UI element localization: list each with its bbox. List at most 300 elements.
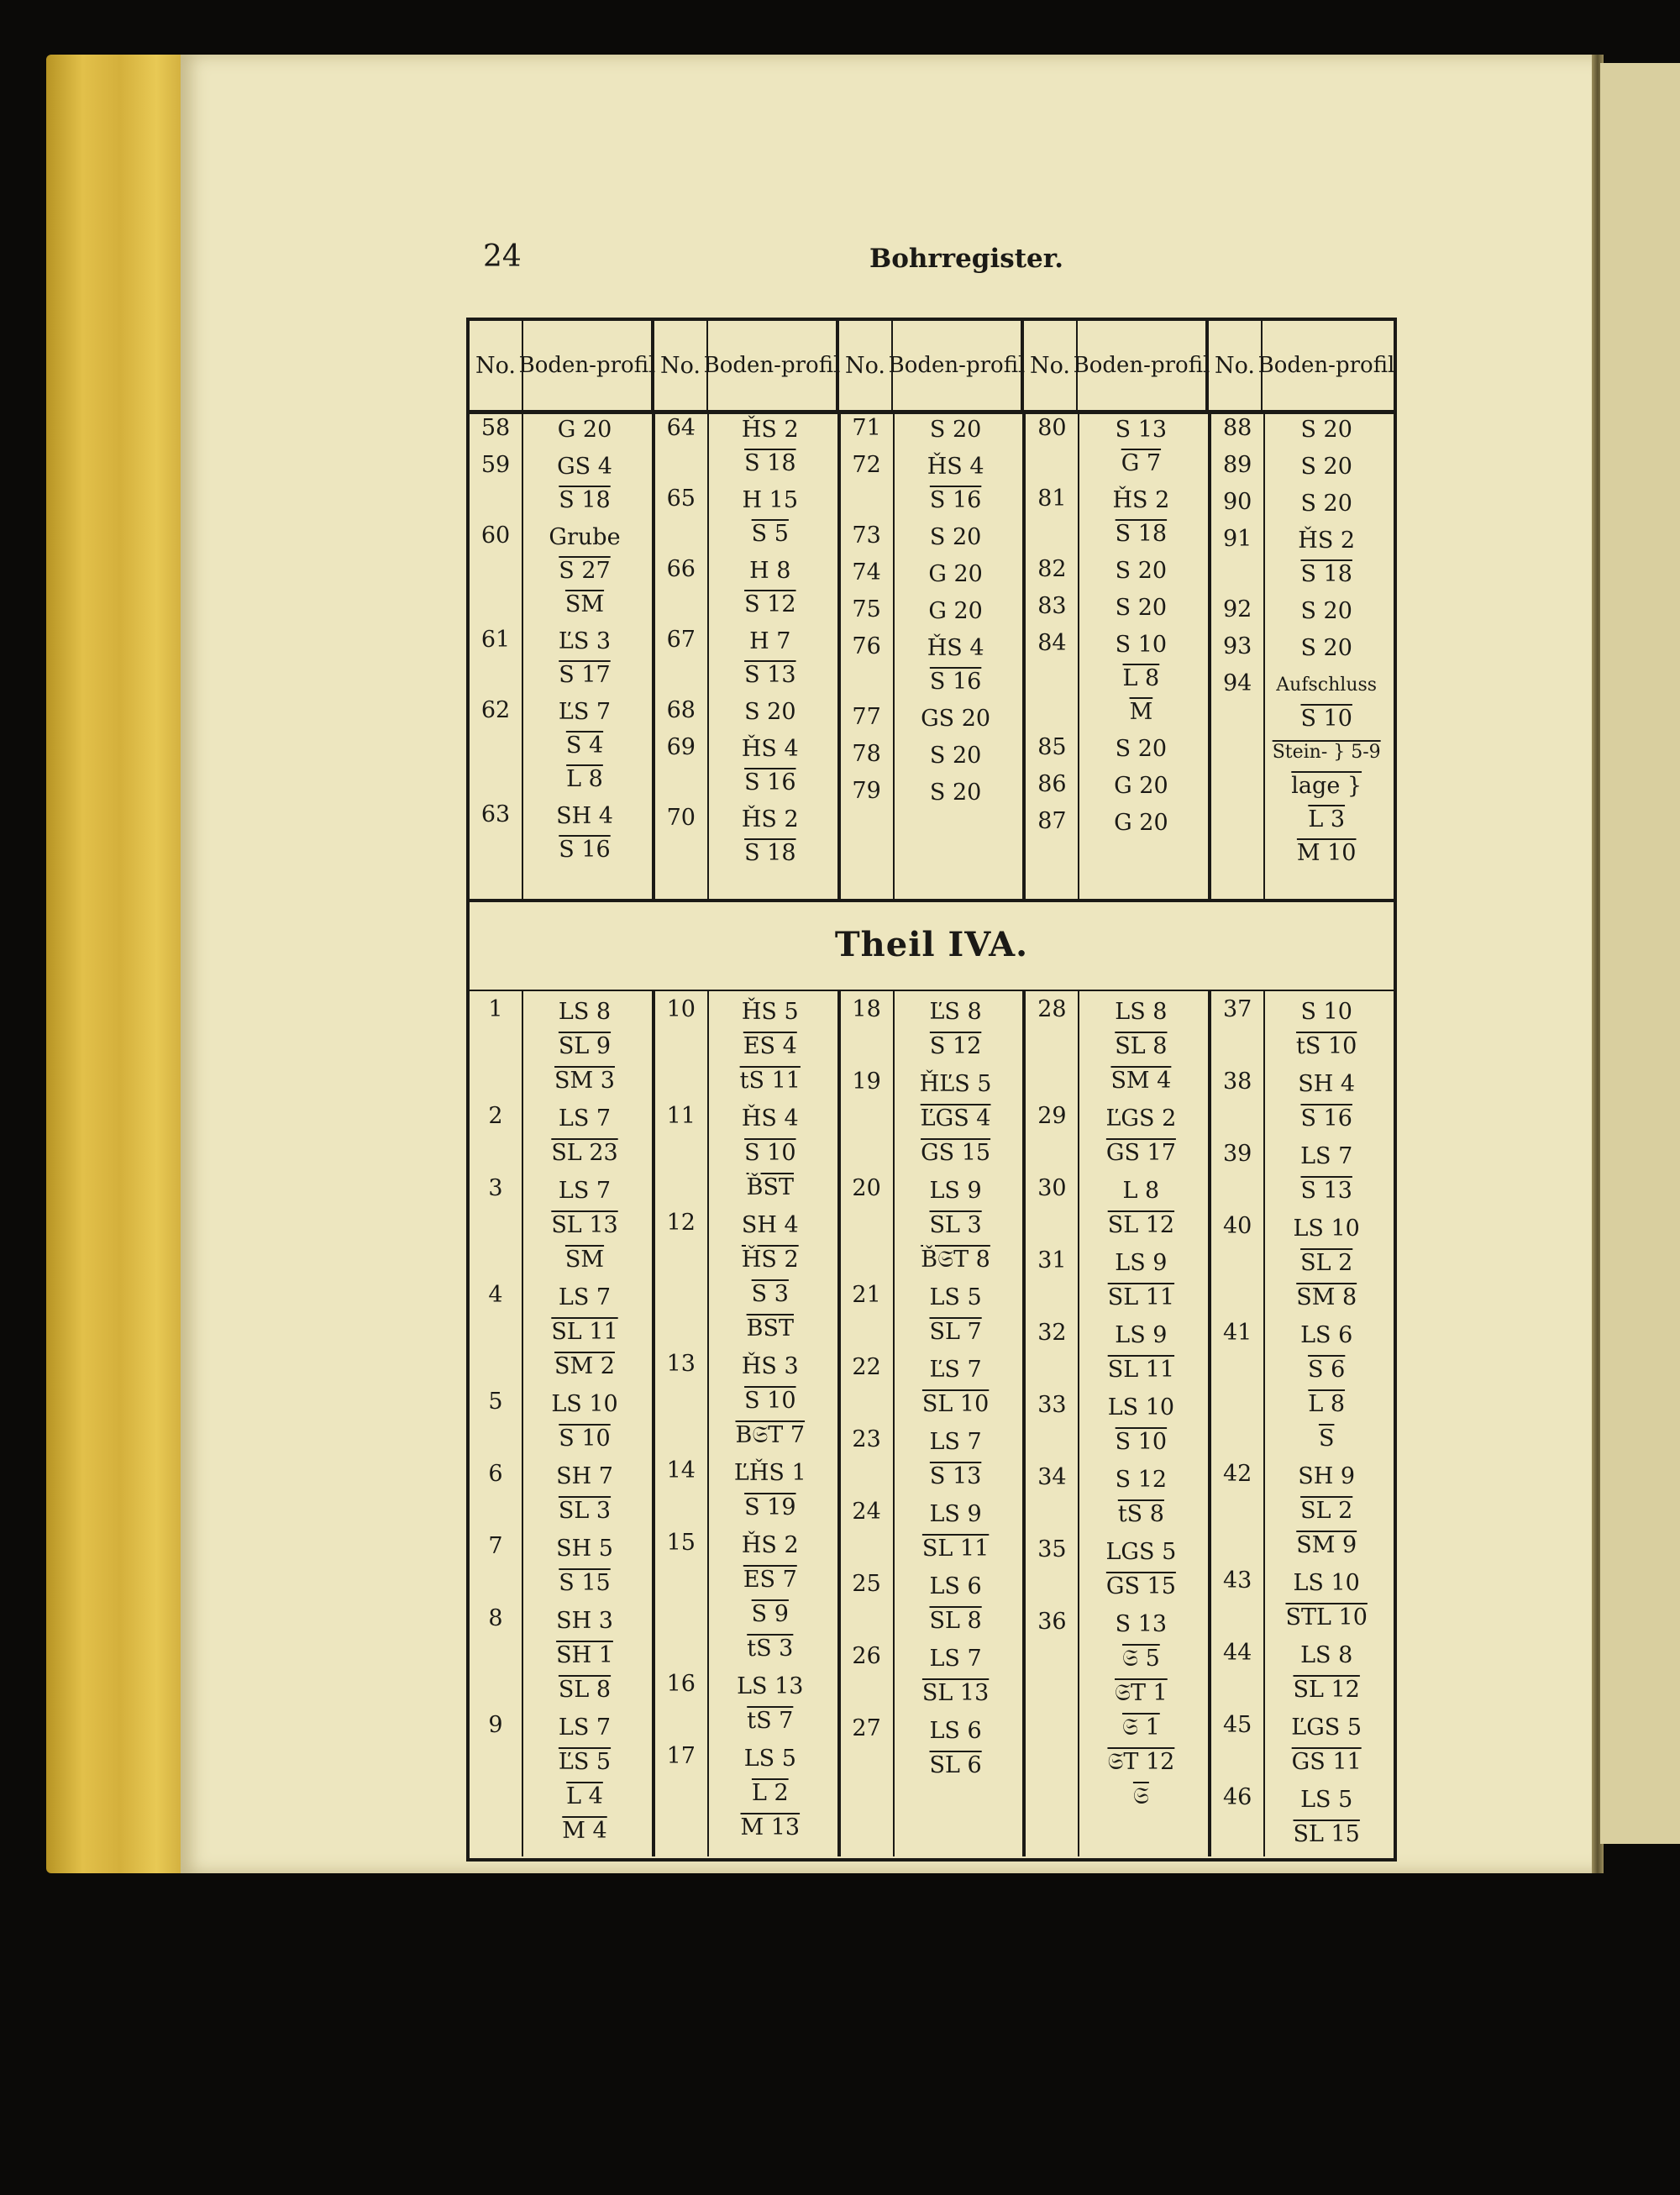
profile-layer: S 20 — [929, 780, 982, 806]
register-entry — [1026, 588, 1208, 625]
entry-number: 70 — [666, 805, 696, 831]
profile-layer: S 20 — [1300, 454, 1352, 480]
entry-profile — [1078, 1390, 1204, 1459]
register-entry — [1026, 991, 1208, 1098]
header-profile: Boden- profil — [1073, 353, 1210, 378]
entry-profile — [522, 521, 648, 622]
entry-profile — [522, 1280, 648, 1384]
entry-profile — [893, 776, 1019, 810]
profile-layer: S 19 — [744, 1494, 796, 1520]
entry-profile — [1263, 524, 1389, 591]
profile-layer: G 20 — [1114, 773, 1168, 799]
register-entry — [841, 736, 1023, 773]
entry-profile — [1078, 769, 1204, 803]
entry-number: 92 — [1223, 596, 1252, 622]
register-entry — [655, 1452, 837, 1525]
entry-number: 20 — [852, 1175, 881, 1201]
profile-layer: M 10 — [1296, 840, 1357, 866]
profile-layer: S 20 — [1300, 417, 1352, 443]
entry-profile — [1263, 1459, 1389, 1562]
entry-profile — [707, 625, 833, 692]
profile-layer: $\overline{BST}$ — [746, 1315, 794, 1342]
profile-layer: LS 7 — [558, 1284, 612, 1310]
entry-number: 18 — [852, 996, 881, 1022]
register-entry — [1211, 484, 1394, 521]
profile-layer: L 8 — [1122, 1178, 1160, 1204]
entry-number: 87 — [1037, 808, 1067, 834]
profile-layer: S 15 — [559, 1570, 611, 1596]
header-profile: Boden- profil — [1257, 353, 1395, 378]
profile-layer: SL 12 — [1293, 1677, 1360, 1703]
entry-number: 21 — [852, 1282, 881, 1308]
profile-layer: S 18 — [744, 450, 796, 476]
register-entry — [841, 410, 1023, 447]
profile-layer: SH 9 — [1298, 1463, 1356, 1489]
entry-profile — [893, 1067, 1019, 1170]
register-entry — [1211, 991, 1394, 1063]
profile-layer: ȞS 2 — [741, 806, 799, 832]
register-entry — [1211, 1315, 1394, 1456]
entry-number: 8 — [488, 1605, 503, 1631]
profile-layer: S 13 — [1115, 1611, 1168, 1637]
profile-layer: M 4 — [562, 1818, 607, 1844]
profile-layer: LS 8 — [558, 999, 612, 1025]
register-entry — [841, 1710, 1023, 1783]
entry-number: 41 — [1223, 1320, 1252, 1346]
entry-profile — [1078, 484, 1204, 551]
profile-layer: LS 9 — [1115, 1322, 1168, 1348]
register-entry — [1026, 551, 1208, 588]
profile-layer: ȞS 4 — [927, 454, 984, 480]
entry-profile — [893, 1352, 1019, 1421]
profile-layer: SM 4 — [1110, 1068, 1172, 1094]
entry-number: 60 — [480, 522, 511, 549]
profile-layer: S 16 — [929, 669, 982, 695]
register-column — [470, 410, 655, 899]
register-entry — [470, 1170, 652, 1277]
entry-profile — [707, 1456, 833, 1525]
profile-layer: LS 9 — [929, 1178, 982, 1204]
header-no: No. — [1024, 321, 1078, 410]
profile-layer: L 8 — [566, 766, 603, 792]
entry-number: 14 — [666, 1457, 696, 1483]
entry-profile — [707, 1528, 833, 1666]
entry-number: 13 — [666, 1351, 696, 1377]
entry-number: 89 — [1223, 452, 1252, 478]
profile-layer: SH 4 — [741, 1212, 799, 1238]
entry-profile — [1078, 995, 1204, 1098]
profile-layer: GS 17 — [1105, 1140, 1176, 1166]
profile-layer: SL 6 — [929, 1752, 982, 1778]
entry-profile — [707, 803, 833, 870]
entry-number: 86 — [1037, 771, 1067, 797]
profile-layer: S 18 — [1300, 561, 1352, 587]
profile-layer: SH 4 — [556, 803, 613, 829]
profile-layer: S 20 — [1300, 635, 1352, 661]
profile-layer: H 15 — [742, 487, 799, 513]
profile-layer: STL 10 — [1285, 1604, 1368, 1630]
profile-layer: SL 9 — [558, 1033, 612, 1059]
entry-number: 11 — [666, 1103, 696, 1129]
page-number: 24 — [483, 239, 522, 274]
entry-profile — [522, 995, 648, 1098]
profile-layer: S 16 — [744, 769, 796, 796]
entry-number: 39 — [1223, 1141, 1252, 1167]
profile-layer: ȞS 2 — [1112, 487, 1170, 513]
entry-number: 40 — [1223, 1213, 1252, 1239]
entry-number: 78 — [852, 741, 881, 767]
register-entry — [1211, 1707, 1394, 1779]
profile-layer: SM 2 — [554, 1353, 615, 1379]
entry-number: 7 — [488, 1533, 503, 1559]
profile-layer: GS 11 — [1291, 1749, 1362, 1775]
entry-profile — [893, 1569, 1019, 1638]
profile-layer: ES 7 — [743, 1567, 797, 1593]
entry-profile — [893, 995, 1019, 1063]
register-entry — [1211, 1779, 1394, 1851]
register-entry — [1211, 410, 1394, 447]
profile-layer: S 13 — [1115, 417, 1168, 443]
profile-layer: LS 7 — [558, 1105, 612, 1132]
entry-number: 17 — [666, 1743, 696, 1769]
entry-profile — [1078, 733, 1204, 766]
entry-profile — [1263, 1566, 1389, 1635]
entry-profile — [1078, 413, 1204, 480]
entry-number: 84 — [1037, 630, 1067, 656]
profile-layer: G 20 — [928, 598, 983, 624]
profile-layer: SL 7 — [929, 1319, 982, 1345]
register-entry — [841, 517, 1023, 554]
entry-number: 27 — [852, 1715, 881, 1741]
profile-layer: ĽS 7 — [929, 1357, 982, 1383]
profile-layer: ĽGS 4 — [920, 1105, 991, 1132]
profile-layer: Stein- } 5-9 — [1272, 742, 1381, 763]
register-entry — [1026, 729, 1208, 766]
profile-layer: LS 7 — [558, 1715, 612, 1741]
entry-number: 93 — [1223, 633, 1252, 659]
register-entry — [470, 1528, 652, 1600]
register-entry — [1211, 1562, 1394, 1635]
profile-layer: G 20 — [928, 561, 983, 587]
profile-layer: S 13 — [744, 662, 796, 688]
register-entry — [841, 1638, 1023, 1710]
profile-layer: LS 8 — [1115, 999, 1168, 1025]
entry-profile — [522, 1710, 648, 1848]
profile-layer: SM 3 — [554, 1068, 615, 1094]
profile-layer: L 4 — [566, 1783, 603, 1809]
register-entry — [470, 796, 652, 867]
profile-layer: SL 13 — [551, 1212, 618, 1238]
profile-layer: L 2 — [751, 1780, 789, 1806]
profile-layer: S 10 — [1300, 706, 1352, 732]
profile-layer: tS 7 — [747, 1708, 794, 1734]
profile-layer: S 18 — [744, 840, 796, 866]
register-entry — [841, 1421, 1023, 1494]
profile-layer: ȞS 2 — [1298, 528, 1356, 554]
entry-profile — [893, 595, 1019, 628]
profile-layer: B̌𝔖T 8 — [921, 1247, 990, 1273]
entry-profile — [522, 1531, 648, 1600]
register-entry — [470, 1600, 652, 1707]
profile-layer: GS 20 — [921, 706, 991, 732]
profile-layer: ĽS 3 — [558, 628, 612, 654]
profile-layer: ĽȞS 1 — [733, 1460, 806, 1486]
entry-profile — [1263, 413, 1389, 447]
entry-number: 64 — [666, 415, 696, 441]
register-entry — [1211, 447, 1394, 484]
entry-profile — [707, 554, 833, 622]
profile-layer: S 9 — [751, 1601, 789, 1627]
register-entry — [470, 622, 652, 692]
entry-profile — [1263, 669, 1389, 870]
entry-profile — [1263, 632, 1389, 665]
profile-layer: S 18 — [559, 487, 611, 513]
profile-layer: S 12 — [929, 1033, 982, 1059]
header-profile: Boden- profil — [703, 353, 841, 378]
profile-layer: SL 13 — [921, 1680, 990, 1706]
entry-number: 69 — [666, 734, 696, 760]
profile-layer: SL 8 — [1115, 1033, 1168, 1059]
register-entry — [1211, 665, 1394, 870]
profile-layer: S 16 — [1300, 1105, 1352, 1132]
register-entry — [655, 410, 837, 480]
profile-layer: tS 8 — [1117, 1501, 1164, 1527]
register-entry — [1026, 1315, 1208, 1387]
profile-layer: S 12 — [744, 591, 796, 617]
profile-layer: ȞS 4 — [741, 1105, 799, 1132]
register-entry — [1026, 766, 1208, 803]
entry-profile — [893, 413, 1019, 447]
entry-number: 45 — [1223, 1712, 1252, 1738]
entry-profile — [707, 733, 833, 800]
profile-layer: lage } — [1291, 773, 1362, 799]
facing-page — [1600, 63, 1680, 1844]
profile-layer: SH 5 — [556, 1536, 613, 1562]
entry-profile — [522, 450, 648, 517]
profile-layer: S 17 — [559, 662, 611, 688]
entry-number: 12 — [666, 1210, 696, 1236]
entry-number: 9 — [488, 1712, 503, 1738]
entry-number: 91 — [1223, 526, 1252, 552]
entry-number: 36 — [1037, 1609, 1067, 1635]
entry-profile — [1078, 1535, 1204, 1604]
profile-layer: SL 12 — [1107, 1212, 1175, 1238]
profile-layer: LS 9 — [1115, 1250, 1168, 1276]
profile-layer: GS 15 — [921, 1140, 991, 1166]
register-column — [1026, 410, 1211, 899]
entry-profile — [893, 1714, 1019, 1783]
entry-profile — [893, 521, 1019, 554]
entry-number: 62 — [480, 697, 511, 723]
entry-number: 26 — [852, 1643, 881, 1669]
header-profile: Boden- profil — [888, 353, 1026, 378]
profile-layer: S 10 — [1115, 1429, 1168, 1455]
profile-layer: $\overline{SM}$ — [564, 591, 605, 617]
profile-layer: S 10 — [559, 1426, 611, 1452]
register-entry — [655, 1525, 837, 1666]
profile-layer: LS 7 — [1300, 1143, 1353, 1169]
register-column — [1211, 410, 1394, 899]
profile-layer: S 10 — [744, 1388, 796, 1414]
register-column — [841, 410, 1026, 899]
entry-number: 10 — [666, 996, 696, 1022]
entry-number: 85 — [1037, 734, 1067, 760]
register-entry — [841, 1349, 1023, 1421]
entry-number: 63 — [480, 801, 511, 827]
register-entry — [470, 1707, 652, 1848]
header-group — [1209, 321, 1395, 410]
profile-layer: 𝔖 5 — [1122, 1646, 1160, 1672]
entry-profile — [1078, 1318, 1204, 1387]
header-group — [1024, 321, 1209, 410]
entry-profile — [893, 1641, 1019, 1710]
header-no: No. — [654, 321, 708, 410]
entry-number: 61 — [480, 627, 511, 653]
profile-layer: SH 4 — [1298, 1071, 1356, 1097]
profile-layer: 𝔖T 12 — [1107, 1749, 1175, 1775]
entry-number: 67 — [666, 627, 696, 653]
profile-layer: M 13 — [740, 1814, 801, 1841]
entry-profile — [893, 1280, 1019, 1349]
profile-layer: S 12 — [1115, 1467, 1168, 1493]
entry-profile — [1078, 1462, 1204, 1531]
register-entry — [1211, 1208, 1394, 1315]
entry-number: 33 — [1037, 1392, 1067, 1418]
entry-number: 81 — [1037, 486, 1067, 512]
entry-number: 73 — [852, 522, 881, 549]
entry-profile — [1263, 1139, 1389, 1208]
register-entry — [470, 410, 652, 447]
entry-number: 94 — [1223, 670, 1252, 696]
profile-layer: SL 11 — [1107, 1357, 1175, 1383]
profile-layer: S 20 — [1115, 558, 1168, 584]
profile-layer: LS 5 — [743, 1746, 796, 1772]
register-entry — [841, 773, 1023, 810]
entry-profile — [1078, 1101, 1204, 1170]
entry-number: 82 — [1037, 556, 1067, 582]
profile-layer: SH 3 — [556, 1608, 613, 1634]
register-entry — [841, 447, 1023, 517]
register-entry — [841, 1063, 1023, 1170]
entry-number: 23 — [852, 1426, 881, 1452]
entry-profile — [1263, 995, 1389, 1063]
profile-layer: LS 5 — [1300, 1787, 1353, 1813]
register-entry — [841, 554, 1023, 591]
entry-profile — [1078, 1607, 1204, 1814]
entry-profile — [707, 1669, 833, 1738]
entry-number: 90 — [1223, 489, 1252, 515]
entry-number: 22 — [852, 1354, 881, 1380]
register-entry — [841, 699, 1023, 736]
profile-layer: ĽS 8 — [929, 999, 982, 1025]
entry-profile — [522, 625, 648, 692]
entry-profile — [1263, 1211, 1389, 1315]
profile-layer: S 16 — [559, 837, 611, 863]
register-entry — [470, 692, 652, 796]
profile-layer: $\overline{SM}$ — [564, 1247, 605, 1273]
register-column — [1026, 991, 1211, 1856]
entry-number: 34 — [1037, 1464, 1067, 1490]
register-entry — [841, 991, 1023, 1063]
register-entry — [841, 1277, 1023, 1349]
profile-layer: S 16 — [929, 487, 982, 513]
profile-layer: H 7 — [749, 628, 791, 654]
entry-profile — [893, 558, 1019, 591]
register-entry — [1026, 1242, 1208, 1315]
register-column — [655, 410, 841, 899]
profile-layer: S 6 — [1308, 1357, 1346, 1383]
entry-profile — [1263, 487, 1389, 521]
register-entry — [841, 591, 1023, 628]
register-entry — [1211, 591, 1394, 628]
entry-number: 3 — [488, 1175, 503, 1201]
profile-layer: LGS 5 — [1105, 1539, 1177, 1565]
entry-profile — [707, 1741, 833, 1845]
entry-number: 79 — [852, 778, 881, 804]
register-entry — [470, 1384, 652, 1456]
profile-layer: SL 2 — [1300, 1250, 1353, 1276]
entry-profile — [522, 1174, 648, 1277]
register-section-1 — [470, 410, 1394, 902]
profile-layer: LS 9 — [929, 1501, 982, 1527]
header-no: No. — [1209, 321, 1263, 410]
profile-layer: ȞS 5 — [741, 999, 799, 1025]
entry-number: 77 — [852, 704, 881, 730]
profile-layer: S 20 — [929, 417, 982, 443]
profile-layer: S 20 — [1300, 491, 1352, 517]
entry-profile — [707, 484, 833, 551]
entry-number: 24 — [852, 1499, 881, 1525]
profile-layer: SM 8 — [1296, 1284, 1357, 1310]
entry-number: 42 — [1223, 1461, 1252, 1487]
entry-profile — [1263, 1783, 1389, 1851]
register-column — [655, 991, 841, 1856]
register-entry — [655, 1098, 837, 1205]
profile-layer: ȞS 2 — [741, 417, 799, 443]
profile-layer: SM 9 — [1296, 1532, 1357, 1558]
entry-number: 37 — [1223, 996, 1252, 1022]
entry-number: 43 — [1223, 1567, 1252, 1594]
entry-number: 58 — [480, 415, 511, 441]
profile-layer: S 10 — [744, 1140, 796, 1166]
register-entry — [841, 1494, 1023, 1566]
entry-profile — [893, 739, 1019, 773]
profile-layer: 𝔖 1 — [1122, 1715, 1160, 1741]
entry-number: 35 — [1037, 1536, 1067, 1562]
register-entry — [470, 517, 652, 622]
entry-profile — [893, 1174, 1019, 1277]
profile-layer: SL 11 — [551, 1319, 618, 1345]
entry-number: 28 — [1037, 996, 1067, 1022]
profile-layer: ĽS 5 — [558, 1749, 612, 1775]
register-entry — [1026, 1531, 1208, 1604]
profile-layer: Aufschluss — [1276, 675, 1378, 696]
register-entry — [655, 480, 837, 551]
profile-layer: LS 10 — [1293, 1216, 1360, 1242]
profile-layer: SL 8 — [929, 1608, 982, 1634]
entry-profile — [1263, 450, 1389, 484]
register-entry — [1026, 1604, 1208, 1814]
profile-layer: GS 4 — [557, 454, 612, 480]
profile-layer: ȞS 4 — [927, 635, 984, 661]
register-entry — [1211, 521, 1394, 591]
entry-number: 66 — [666, 556, 696, 582]
entry-number: 1 — [488, 996, 503, 1022]
entry-number: 4 — [488, 1282, 503, 1308]
register-entry — [655, 991, 837, 1098]
register-column — [470, 991, 655, 1856]
entry-number: 6 — [488, 1461, 503, 1487]
